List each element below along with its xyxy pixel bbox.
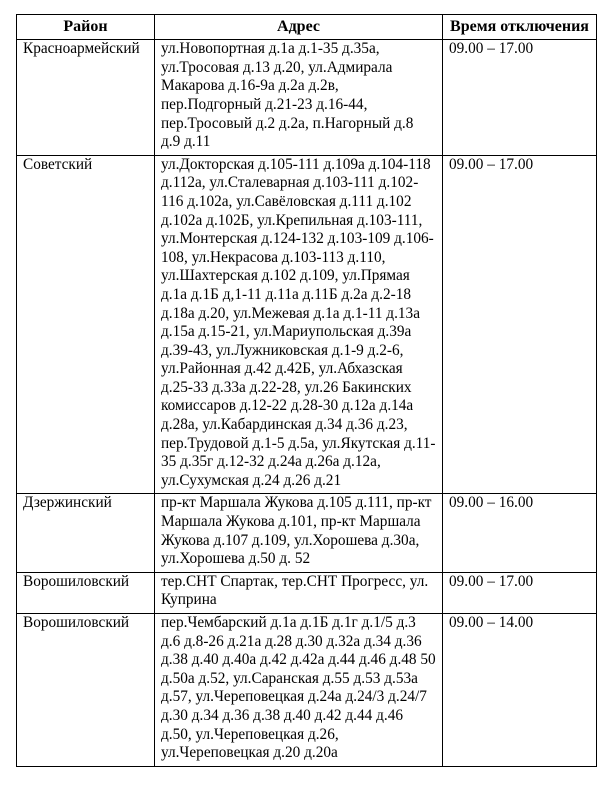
time-cell: 09.00 – 17.00 (443, 572, 597, 613)
table-row (17, 40, 597, 156)
column-header-address: Адрес (155, 15, 443, 40)
address-cell: ул.Новопортная д.1а д.1-35 д.35а, ул.Тросовая д.13 д.20, ул.Адмирала Макарова д.16-9а д.2а д.2в, пер.Подгорный д.21-23 д.16-44, пер.Тросовый д.2 д.2а, п.Нагорный д.8 д.9 д.11 (155, 40, 443, 156)
time-cell: 09.00 – 17.00 (443, 155, 597, 494)
column-header-time: Время отключения (443, 15, 597, 40)
time-cell: 09.00 – 16.00 (443, 494, 597, 572)
table-row (17, 494, 597, 572)
district-cell: Красноармейский (17, 40, 155, 156)
table-row (17, 155, 597, 494)
time-cell: 09.00 – 14.00 (443, 614, 597, 767)
district-cell: Ворошиловский (17, 614, 155, 767)
column-header-district: Район (17, 15, 155, 40)
district-cell: Дзержинский (17, 494, 155, 572)
district-cell: Советский (17, 155, 155, 494)
outage-schedule-table (16, 14, 597, 767)
address-cell: ул.Докторская д.105-111 д.109а д.104-118 д.112а, ул.Сталеварная д.103-111 д.102-116 д.102а, ул.Савёловская д.111 д.102 д.102а д.102Б, ул.Крепильная д.103-111, ул.Монтерская д.124-132 д.103-109 д.106-108, ул.Некрасова д.103-113 д.110, ул.Шахтерская д.102 д.109, ул.Прямая д.1а д.1Б д,1-11 д.11а д.11Б д.2а д.2-18 д.18а д.20, ул.Межевая д.1а д.1-11 д.13а д.15а д.15-21, ул.Мариупольская д.39а д.39-43, ул.Лужниковская д.1-9 д.2-6, ул.Районная д.42 д.42Б, ул.Абхазская д.25-33 д.33а д.22-28, ул.26 Бакинских комиссаров д.12-22 д.28-30 д.12а д.14а д.28а, ул.Кабардинская д.34 д.36 д.23, пер.Трудовой д.1-5 д.5а, ул.Якутская д.11-35 д.35г д.12-32 д.24а д.26а д.12а, ул.Сухумская д.24 д.26 д.21 (155, 155, 443, 494)
address-cell: пр-кт Маршала Жукова д.105 д.111, пр-кт Маршала Жукова д.101, пр-кт Маршала Жукова д.107 д.109, ул.Хорошева д.30а, ул.Хорошева д.50 д. 52 (155, 494, 443, 572)
time-cell: 09.00 – 17.00 (443, 40, 597, 156)
address-cell: пер.Чембарский д.1а д.1Б д.1г д.1/5 д.3 д.6 д.8-26 д.21а д.28 д.30 д.32а д.34 д.36 д.38 д.40 д.40а д.42 д.42а д.44 д.46 д.48 50 д.50а д.52, ул.Саранская д.55 д.53 д.53а д.57, ул.Череповецкая д.24а д.24/3 д.24/7 д.30 д.34 д.36 д.38 д.40 д.42 д.44 д.46 д.50, ул.Череповецкая д.26, ул.Череповецкая д.20 д.20а (155, 614, 443, 767)
district-cell: Ворошиловский (17, 572, 155, 613)
header-row (17, 15, 597, 40)
table-row (17, 572, 597, 613)
address-cell: тер.СНТ Спартак, тер.СНТ Прогресс, ул. Куприна (155, 572, 443, 613)
table-row (17, 614, 597, 767)
